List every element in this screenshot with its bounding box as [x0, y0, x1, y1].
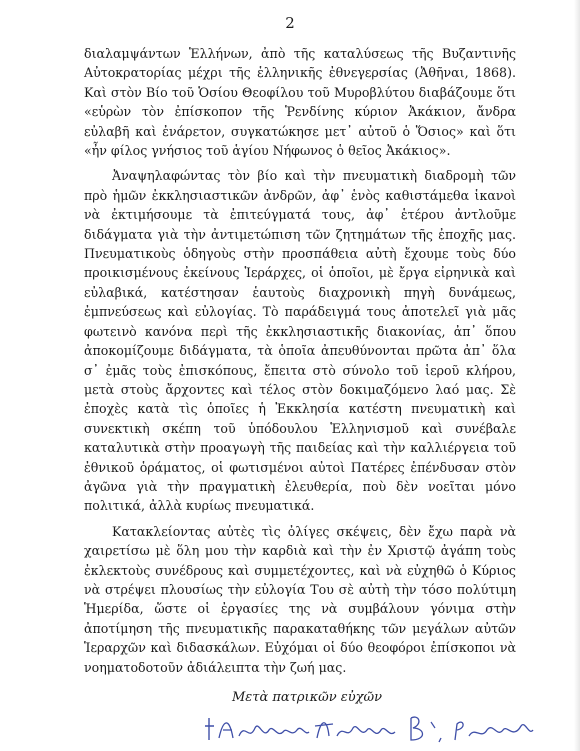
page-edge-shadow: [574, 0, 580, 751]
paragraph-1: διαλαμψάντων Ἑλλήνων, ἀπὸ τῆς καταλύσεως τῆς Βυζαντινῆς Αὐτοκρατορίας μέχρι τῆς ἑλληνικῆς ἐθνεγερσίας (Ἀθῆναι, 1868). Καὶ στὸν Βίο τοῦ Ὁσίου Θεοφίλου τοῦ Μυροβλύτου διαβάζουμε ὅτι «εὑρὼν τὸν ἐπίσκοπον τῆς Ῥενδίνης κύριον Ἀκάκιον, ἄνδρα εὐλαβῆ καὶ ἐνάρετον, συγκατώκησε μετ᾽ αὐτοῦ ὁ Ὅσιος» καὶ ὅτι «ἦν φίλος γνήσιος τοῦ ἁγίου Νήφωνος ὁ θεῖος Ἀκάκιος».: [84, 46, 516, 159]
page-number: 2: [285, 14, 295, 32]
handwritten-signature: [205, 712, 535, 744]
paragraph-3: Κατακλείοντας αὐτὲς τὶς ὀλίγες σκέψεις, δὲν ἔχω παρὰ νὰ χαιρετίσω μὲ ὅλη μου τὴν καρδιὰ καὶ τὴν ἐν Χριστῷ ἀγάπη τοὺς ἐκλεκτοὺς συνέδρους καὶ συμμετέχοντες, καὶ νὰ εὐχηθῶ ὁ Κύριος νὰ στρέψει πλουσίως τὴν εὐλογία Του σὲ αὐτὴ τὴν τόσο πολύτιμη Ἡμερίδα, ὥστε οἱ ἐργασίες της νὰ συμβάλουν γόνιμα στὴν ἀποτίμηση τῆς πνευματικῆς παρακαταθήκης τῶν μεγάλων αὐτῶν Ἱεραρχῶν καὶ διδασκάλων. Εὐχόμαι οἱ δύο θεοφόροι ἐπίσκοποι νὰ νοηματοδοτοῦν ἀδιάλειπτα τὴν ζωή μας.: [84, 523, 516, 675]
closing-salutation: Μετὰ πατρικῶν εὐχῶν: [232, 690, 383, 705]
paragraph-2: Ἀναψηλαφώντας τὸν βίο καὶ τὴν πνευματικὴ διαδρομὴ τῶν πρὸ ἡμῶν ἐκκλησιαστικῶν ἀνδρῶν, ἀφ᾽ ἑνὸς καθιστάμεθα ἱκανοὶ νὰ ἐκτιμήσουμε τὰ ἐπιτεύγματά τους, ἀφ᾽ ἑτέρου ἀντλοῦμε διδάγματα γιὰ τὴν ἀντιμετώπιση τῶν ζητημάτων τῆς ἐποχῆς μας. Πνευματικοὺς ὁδηγοὺς στὴν προσπάθεια αὐτὴ ἔχουμε τοὺς δύο προικισμένους ἐκείνους Ἱεράρχες, οἱ ὁποῖοι, μὲ ἔργα εἰρηνικὰ καὶ εὐλαβικά, κατέστησαν ἑαυτοὺς διαχρονικὴ πηγὴ δυνάμεως, ἐμπνεύσεως καὶ εὐλογίας. Τὸ παράδειγμά τους ἀποτελεῖ γιὰ μᾶς φωτεινὸ κανόνα περὶ τῆς ἐκκλησιαστικῆς διακονίας, ἀπ᾽ ὅπου ἀποκομίζουμε διδάγματα, τὰ ὁποῖα ἀπευθύνονται πρῶτα ἀπ᾽ ὅλα σ᾽ ἐμᾶς τοὺς ἐπισκόπους, ἔπειτα στὸ σύνολο τοῦ ἱεροῦ κλήρου, μετὰ στοὺς ἄρχοντες καὶ τέλος στὸν δοκιμαζόμενο λαό μας. Σὲ ἐποχὲς κατὰ τὶς ὁποῖες ἡ Ἐκκλησία κατέστη πνευματικὴ καὶ συνεκτικὴ σκέπη τοῦ ὑπόδουλου Ἑλληνισμοῦ καὶ συνέβαλε καταλυτικὰ στὴν προαγωγὴ τῆς παιδείας καὶ τὴν καλλιέργεια τοῦ ἐθνικοῦ ὁράματος, οἱ φωτισμένοι αὐτοὶ Πατέρες ἐπένδυσαν στὸν ἀγῶνα γιὰ τὴν πραγματικὴ ἐλευθερία, ποὺ δὲν νοεῖται μόνο πολιτικά, ἀλλὰ κυρίως πνευματικά.: [84, 168, 516, 514]
body-text: [84, 44, 516, 683]
